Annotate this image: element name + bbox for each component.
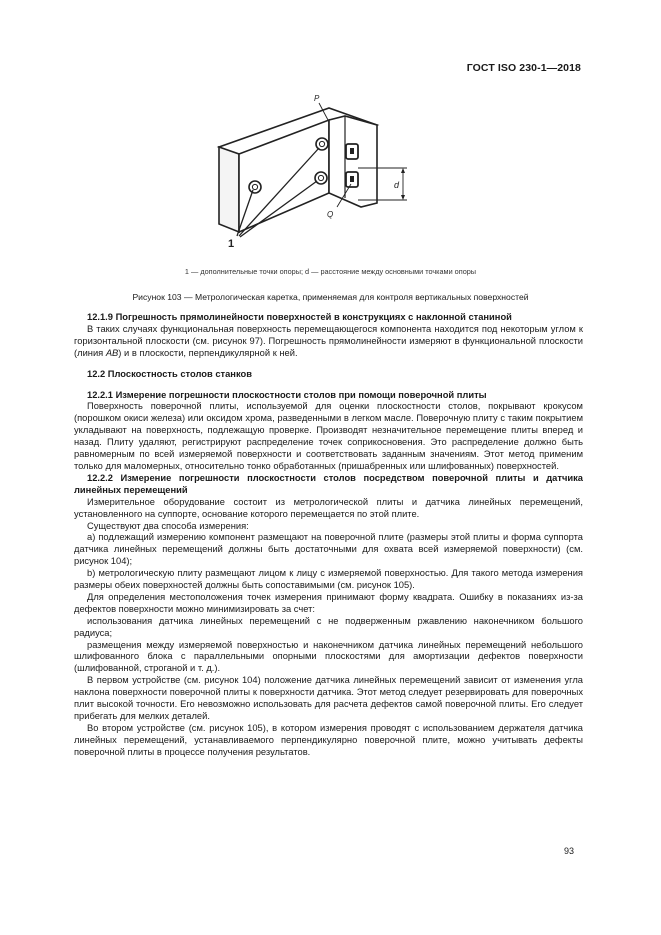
carriage-end-face [329, 116, 377, 207]
figure-note: 1 — дополнительные точки опоры; d — расстояние между основными точками опоры [184, 267, 477, 276]
paragraph: Для определения местоположения точек измерения принимают форму квадрата. Ошибку в показаниях из-за дефектов поверхности можно минимизировать за счет: [74, 591, 583, 614]
paragraph: Существуют два способа измерения: [87, 520, 249, 531]
support-point-icon [249, 181, 261, 193]
section-12-2-1-title: 12.2.1 Измерение погрешности плоскостности столов при помощи поверочной плиты [87, 389, 487, 400]
paragraph: Поверхность поверочной плиты, используемой для оценки плоскостности столов, покрывают крокусом (порошком окиси железа) или оксидом хрома, разведенными в легком масле. Поверочную плиту с таким покрытием укладывают на поверхность, подлежащую проверке. Производят незначительное перемещение плиты вперед и назад. Плиту удаляют, регистрируют распределение точек соприкосновения. Это распределение должно быть равномерным по всей измеряемой поверхности и соответствовать заданным значениям. Этот метод применим только для маломерных, относительно тонко обработанных (пришабренных или шлифованных) поверхностей. [74, 401, 583, 471]
section-12-2-2-title: 12.2.2 Измерение погрешности плоскостности столов посредством поверочной плиты и датчика линейных перемещений [74, 472, 583, 495]
section-12-1-9-title: 12.1.9 Погрешность прямолинейности поверхностей в конструкциях с наклонной станиной [87, 312, 512, 322]
label-1: 1 [228, 238, 235, 250]
list-item: а) подлежащий измерению компонент размещают на поверочной плите (размеры этой плиты и форма суппорта датчика линейных перемещений должны быть достаточными для охвата всей измеряемой поверхности) (см. рисунок 104); [74, 532, 583, 567]
page-number: 93 [563, 846, 574, 856]
document-header: ГОСТ ISO 230-1—2018 [466, 62, 581, 74]
body-text [74, 312, 583, 759]
list-item: использования датчика линейных перемещений с не подверженным ржавлению наконечником большого радиуса; [74, 615, 583, 638]
carriage-front-face [219, 147, 239, 232]
figure-caption: Рисунок 103 — Метрологическая каретка, применяемая для контроля вертикальных поверхностей [132, 292, 529, 302]
label-d: d [394, 180, 400, 190]
list-item: b) метрологическую плиту размещают лицом к лицу с измеряемой поверхностью. Для такого метода измерения размеры обеих поверхностей должны быть сопоставимыми (см. рисунок 105). [74, 568, 583, 591]
paragraph: Во втором устройстве (см. рисунок 105), в котором измерения проводят с использованием держателя датчика линейных перемещений, устанавливаемого перпендикулярно поверочной плите, можно учитывать дефекты поверочной плиты в процессе получения результатов. [74, 722, 583, 757]
section-12-2-title: 12.2 Плоскостность столов станков [87, 368, 252, 379]
paragraph: В первом устройстве (см. рисунок 104) положение датчика линейных перемещений зависит от изменения угла наклона поверхности поверочной плиты к поверхности датчика. Этот метод следует резервировать для поверочных плит высокой точности. Его невозможно использовать для расчета дефектов самой поверочной плиты. Его следует прибегать для мелких деталей. [74, 675, 583, 721]
main-support-pad-icon [346, 172, 358, 187]
list-item: размещения между измеряемой поверхностью и наконечником датчика линейных перемещений небольшого шлифованного блока с параллельными опорными плоскостями для амортизации дефектов поверхности (шлифованной, строганой и т. д.). [74, 639, 583, 674]
paragraph: Измерительное оборудование состоит из метрологической плиты и датчика линейных перемещений, установленного на суппорте, основание которого перемещается по этой плите. [74, 496, 583, 519]
support-point-icon [315, 172, 327, 184]
main-support-pad-icon [346, 144, 358, 159]
paragraph: В таких случаях функциональная поверхность перемещающегося компонента находится под некоторым углом к горизонтальной плоскости (см. рисунок 97). Погрешность прямолинейности измеряют в функциональной плоскости (линия AB) и в плоскости, перпендикулярной к ней. [74, 323, 583, 358]
figure-103-metrological-carriage [215, 90, 415, 255]
label-p: P [314, 94, 320, 103]
label-q: Q [327, 210, 334, 219]
support-point-icon [316, 138, 328, 150]
